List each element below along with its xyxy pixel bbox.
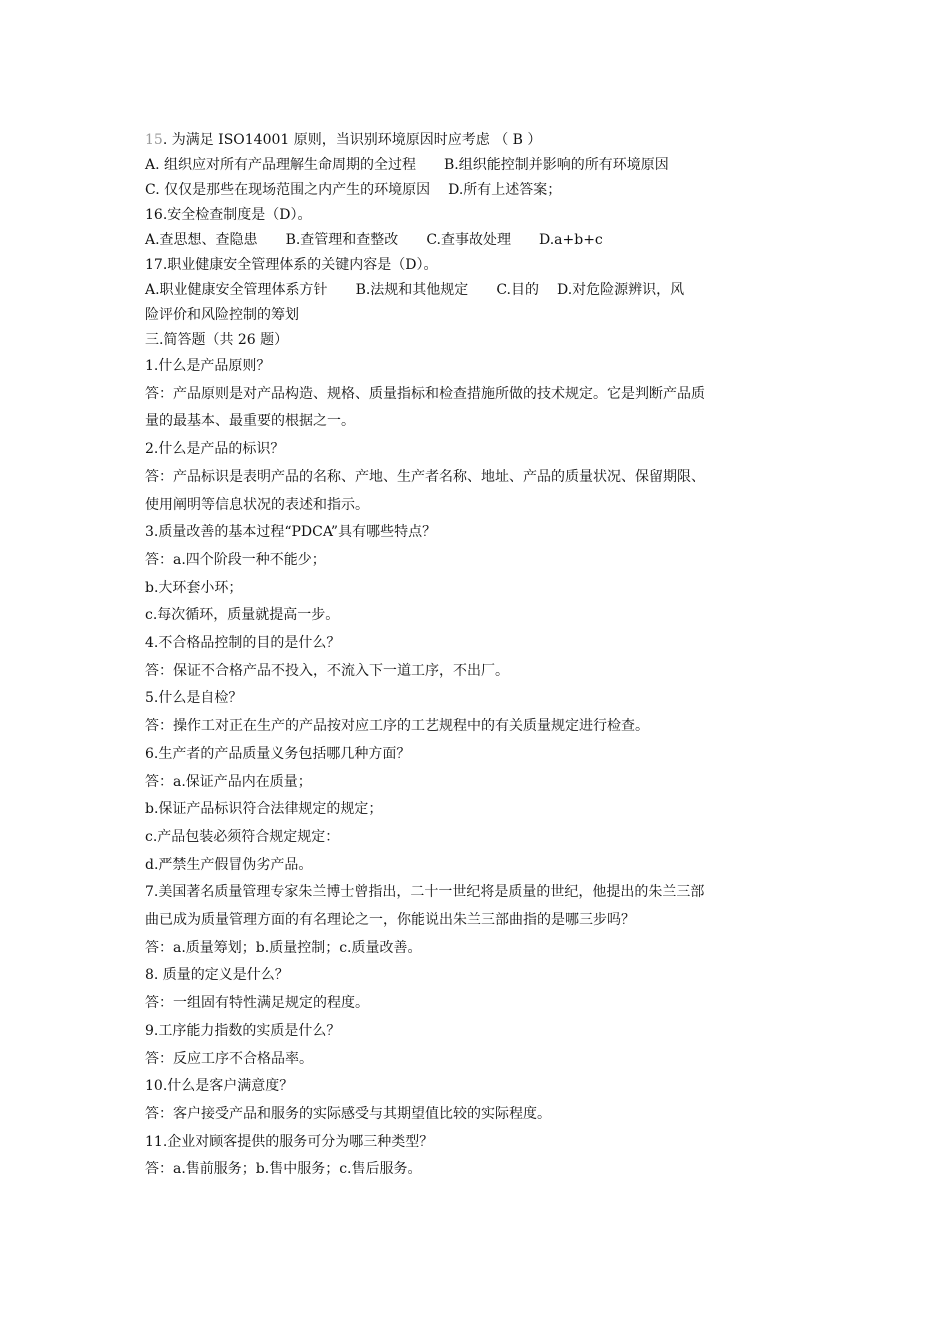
text-line: 5.什么是自检？	[145, 690, 243, 707]
text-line: c.每次循环，质量就提高一步。	[145, 607, 340, 624]
text-line: 8. 质量的定义是什么？	[145, 967, 289, 984]
question-15-options-ab	[145, 153, 805, 178]
text-line: b.保证产品标识符合法律规定的规定；	[145, 801, 383, 818]
section-title: 三.简答题（共 26 题）	[145, 332, 289, 348]
text-line: 答：产品原则是对产品构造、规格、质量指标和检查措施所做的技术规定。它是判断产品质	[145, 385, 705, 402]
text-line: 曲已成为质量管理方面的有名理论之一，你能说出朱兰三部曲指的是哪三步吗？	[145, 912, 635, 929]
question-number: 15	[145, 132, 163, 148]
question-17-option-d-continued: 险评价和风险控制的筹划	[145, 307, 299, 323]
text-line: d.严禁生产假冒伪劣产品。	[145, 856, 313, 873]
question-text: . 为满足 ISO14001 原则，当识别环境原因时应考虑 （ B ）	[162, 132, 542, 148]
text-line: 答：客户接受产品和服务的实际感受与其期望值比较的实际程度。	[145, 1105, 551, 1122]
text-line: 答：a.售前服务；b.售中服务；c.售后服务。	[145, 1161, 422, 1178]
text-line: 3.质量改善的基本过程“PDCA”具有哪些特点？	[145, 524, 437, 541]
text-line: 答：一组固有特性满足规定的程度。	[145, 995, 369, 1012]
text-line: 1.什么是产品原则？	[145, 358, 271, 374]
text-line: b.大环套小环；	[145, 579, 243, 596]
option-b: B.查管理和查整改	[285, 232, 399, 248]
text-line: 量的最基本、最重要的根据之一。	[145, 413, 355, 430]
option-c: C.查事故处理	[426, 232, 511, 248]
option-b: B.法规和其他规定	[355, 282, 469, 298]
option-a: A.查思想、查隐患	[145, 232, 258, 248]
text-line: 答：产品标识是表明产品的名称、产地、生产者名称、地址、产品的质量状况、保留期限、	[145, 468, 705, 485]
question-16: 16.安全检查制度是（D）。	[145, 207, 312, 223]
text-line: 答：a.质量筹划；b.质量控制；c.质量改善。	[145, 939, 422, 956]
text-line: 答：a.四个阶段一种不能少；	[145, 551, 326, 568]
text-line: 6.生产者的产品质量义务包括哪几种方面？	[145, 745, 411, 762]
option-b: B.组织能控制并影响的所有环境原因	[444, 157, 669, 173]
option-c: C. 仅仅是那些在现场范围之内产生的环境原因	[145, 182, 431, 198]
text-line: 2.什么是产品的标识？	[145, 441, 285, 458]
option-c: C.目的	[496, 282, 539, 298]
question-16-options	[145, 228, 805, 253]
text-line: 答：保证不合格产品不投入，不流入下一道工序，不出厂。	[145, 662, 509, 679]
document-content	[145, 128, 805, 1184]
question-15-options-cd	[145, 178, 805, 203]
text-line: 9.工序能力指数的实质是什么？	[145, 1022, 341, 1039]
text-line: 4.不合格品控制的目的是什么？	[145, 635, 341, 652]
text-line: 11.企业对顾客提供的服务可分为哪三种类型？	[145, 1133, 434, 1150]
question-17-options	[145, 278, 805, 303]
text-line: c.产品包装必须符合规定规定：	[145, 828, 340, 845]
text-line: 7.美国著名质量管理专家朱兰博士曾指出，二十一世纪将是质量的世纪，他提出的朱兰三部	[145, 884, 705, 901]
question-17: 17.职业健康安全管理体系的关键内容是（D）。	[145, 257, 438, 273]
option-d: D.所有上述答案；	[448, 182, 562, 198]
option-d: D.对危险源辨识，风	[556, 282, 685, 298]
option-a: A. 组织应对所有产品理解生命周期的全过程	[145, 157, 417, 173]
text-line: 10.什么是客户满意度？	[145, 1078, 294, 1095]
option-d: D.a+b+c	[538, 232, 603, 248]
text-line: 使用阐明等信息状况的表述和指示。	[145, 496, 369, 513]
option-a: A.职业健康安全管理体系方针	[145, 282, 328, 298]
question-15	[145, 128, 805, 153]
text-line: 答：反应工序不合格品率。	[145, 1050, 313, 1067]
text-line: 答：a.保证产品内在质量；	[145, 773, 312, 790]
text-line: 答：操作工对正在生产的产品按对应工序的工艺规程中的有关质量规定进行检查。	[145, 718, 649, 735]
